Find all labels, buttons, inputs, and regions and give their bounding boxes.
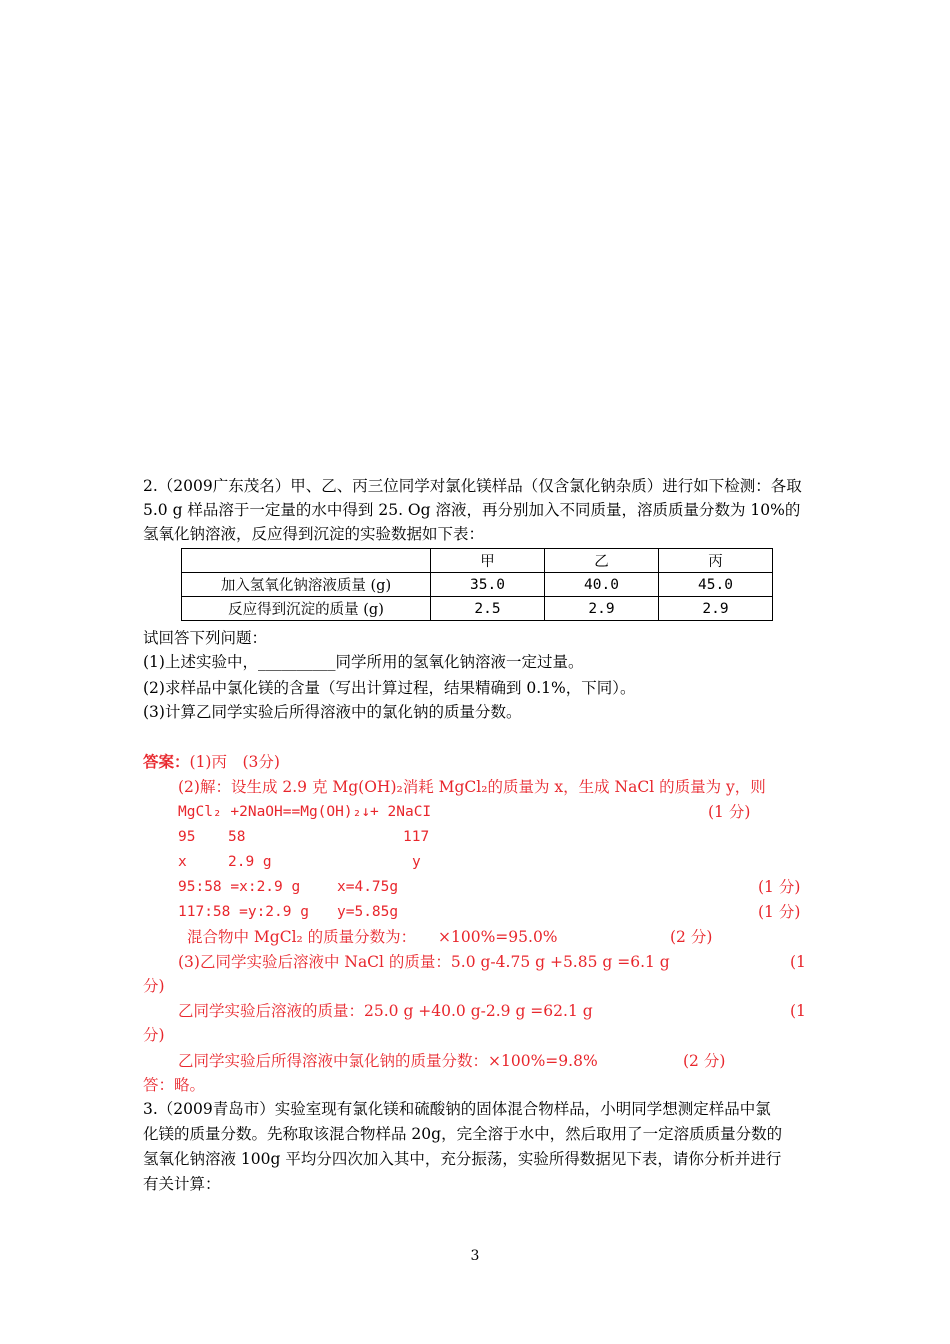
- chemical-equation: MgCl₂ +2NaOH==Mg(OH)₂↓+ 2NaCI: [178, 804, 432, 820]
- q2-line-3: 氢氧化钠溶液，反应得到沉淀的实验数据如下表：: [143, 525, 485, 543]
- table-header-cell: 丙: [659, 549, 773, 573]
- molar-mass-nacl: 117: [403, 829, 430, 845]
- table-cell: 45.0: [659, 573, 773, 597]
- mgcl2-fraction-label: 混合物中 MgCl₂ 的质量分数为：: [187, 928, 417, 946]
- q3-line-2: 化镁的质量分数。先称取该混合物样品 20g，完全溶于水中，然后取用了一定溶质质量分数的: [143, 1125, 783, 1143]
- table-row: [182, 573, 773, 597]
- q2-sub-question-2: (2)求样品中氯化镁的含量（写出计算过程，结果精确到 0.1%，下同）。: [143, 679, 636, 697]
- nacl-mass-score-tail: 分): [143, 977, 165, 995]
- nacl-mass-score: (1: [790, 953, 806, 971]
- mgcl2-fraction-score: (2 分): [670, 928, 713, 946]
- q2-line-1: 2.（2009广东茂名）甲、乙、丙三位同学对氯化镁样品（仅含氯化钠杂质）进行如下检测：各取: [143, 477, 802, 495]
- table-header-row: [182, 549, 773, 573]
- table-cell: 2.5: [431, 597, 545, 621]
- table-cell: 2.9: [659, 597, 773, 621]
- q3-line-3: 氢氧化钠溶液 100g 平均分四次加入其中，充分振荡，实验所得数据见下表，请你分析并进行: [143, 1150, 782, 1168]
- q2-sub-question-1: (1)上述实验中，__________同学所用的氢氧化钠溶液一定过量。: [143, 653, 584, 671]
- q3-line-4: 有关计算：: [143, 1175, 221, 1193]
- table-header-cell: [182, 549, 431, 573]
- result-y: y=5.85g: [337, 904, 399, 920]
- table-row: [182, 597, 773, 621]
- answer-label: 答案：: [143, 752, 190, 771]
- solution-mass-score-tail: 分): [143, 1026, 165, 1044]
- table-cell: 2.9: [545, 597, 659, 621]
- q2-line-2: 5.0 g 样品溶于一定量的水中得到 25. Og 溶液，再分别加入不同质量，溶质质量分数为 10%的: [143, 501, 801, 519]
- ratio-2: 117:58 =y:2.9 g: [178, 904, 309, 920]
- nacl-fraction: 乙同学实验后所得溶液中氯化钠的质量分数：×100%=9.8%: [178, 1052, 598, 1070]
- answer-part-2-intro: (2)解：设生成 2.9 克 Mg(OH)₂消耗 MgCl₂的质量为 x，生成 NaCl 的质量为 y，则: [178, 778, 766, 796]
- nacl-fraction-score: (2 分): [683, 1052, 726, 1070]
- equation-score: (1 分): [708, 803, 751, 821]
- known-mass: 2.9 g: [228, 854, 272, 870]
- molar-mass-naoh: 58: [228, 829, 246, 845]
- table-row-label: 加入氢氧化钠溶液质量 (g): [182, 573, 431, 597]
- ratio-1: 95:58 =x:2.9 g: [178, 879, 301, 895]
- table-header-cell: 甲: [431, 549, 545, 573]
- table-header-cell: 乙: [545, 549, 659, 573]
- molar-mass-mgcl2: 95: [178, 829, 196, 845]
- answer-line-1: [143, 750, 280, 774]
- ratio-2-score: (1 分): [758, 903, 801, 921]
- result-x: x=4.75g: [337, 879, 399, 895]
- mgcl2-fraction-value: ×100%=95.0%: [438, 928, 558, 946]
- answer-part-3-nacl-mass: (3)乙同学实验后溶液中 NaCl 的质量：5.0 g-4.75 g +5.85 g =6.1 g: [178, 953, 670, 971]
- answer-final: 答：略。: [143, 1076, 206, 1094]
- table-row-label: 反应得到沉淀的质量 (g): [182, 597, 431, 621]
- answer-part-1: (1)丙 (3分): [189, 753, 280, 771]
- page-number: 3: [470, 1248, 480, 1264]
- experiment-data-table: [181, 548, 773, 621]
- table-cell: 40.0: [545, 573, 659, 597]
- solution-mass: 乙同学实验后溶液的质量：25.0 g +40.0 g-2.9 g =62.1 g: [178, 1002, 593, 1020]
- unknown-y: y: [412, 854, 421, 870]
- table-cell: 35.0: [431, 573, 545, 597]
- q3-line-1: 3.（2009青岛市）实验室现有氯化镁和硫酸钠的固体混合物样品，小明同学想测定样品中氯: [143, 1100, 771, 1118]
- solution-mass-score: (1: [790, 1002, 806, 1020]
- ratio-1-score: (1 分): [758, 878, 801, 896]
- q2-ask: 试回答下列问题：: [143, 629, 268, 647]
- unknown-x: x: [178, 854, 187, 870]
- q2-sub-question-3: (3)计算乙同学实验后所得溶液中的氯化钠的质量分数。: [143, 703, 522, 721]
